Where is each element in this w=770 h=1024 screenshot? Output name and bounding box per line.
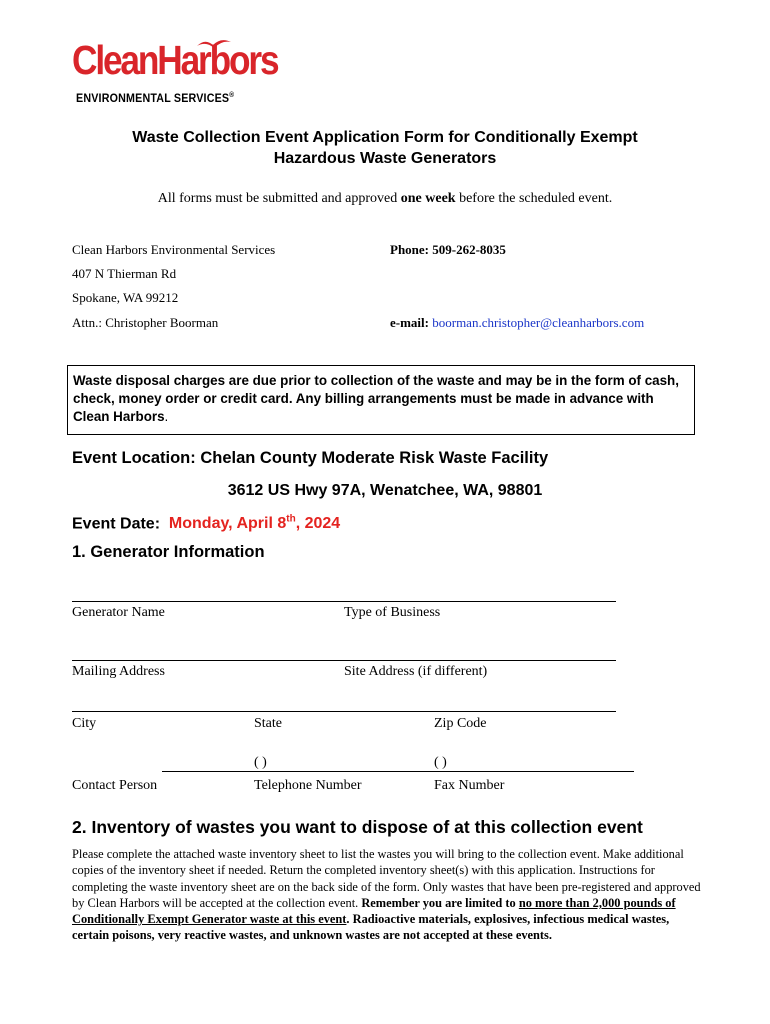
city-state-zip: Spokane, WA 99212: [72, 290, 179, 305]
contact-person-label: Contact Person: [72, 778, 158, 793]
company-name: Clean Harbors Environmental Services: [72, 242, 276, 257]
submission-notice: All forms must be submitted and approved one week before the scheduled event.: [157, 191, 613, 206]
contact-line[interactable]: [162, 771, 634, 772]
section-2-heading: 2. Inventory of wastes you want to dispose of at this collection event: [72, 817, 643, 837]
address-line[interactable]: [72, 660, 616, 661]
form-title: [0, 127, 770, 169]
generator-name-line[interactable]: [72, 601, 616, 602]
section-1-heading: 1. Generator Information: [72, 543, 265, 561]
telephone-label: Telephone Number: [254, 778, 362, 793]
attention-line: Attn.: Christopher Boorman: [72, 315, 219, 330]
state-label: State: [254, 716, 282, 731]
site-address-label: Site Address (if different): [344, 664, 488, 679]
event-location: Event Location: Chelan County Moderate Risk Waste Facility: [72, 449, 549, 467]
email-link[interactable]: boorman.christopher@cleanharbors.com: [432, 315, 645, 330]
title-line-2: Hazardous Waste Generators: [273, 150, 497, 167]
event-date-value: Monday, April 8th, 2024: [168, 514, 341, 533]
email-line: [390, 315, 644, 331]
fax-label: Fax Number: [434, 778, 505, 793]
phone-number: Phone: 509-262-8035: [390, 242, 506, 257]
payment-notice-text: Waste disposal charges are due prior to collection of the waste and may be in the form of cash, check, money order or credit card. Any billing arrangements must be made in advance with Clean Harbors: [73, 373, 679, 424]
city-label: City: [72, 716, 97, 731]
event-date-label: Event Date:: [72, 515, 161, 533]
generator-name-label: Generator Name: [72, 605, 165, 620]
city-state-zip-line[interactable]: [72, 711, 616, 712]
title-line-1: Waste Collection Event Application Form for Conditionally Exempt: [132, 129, 638, 146]
email-label: e-mail:: [390, 315, 429, 330]
street-address: 407 N Thierman Rd: [72, 266, 177, 281]
fax-area-code: ( ): [434, 755, 447, 770]
logo-wordmark: CleanHarbors: [72, 37, 278, 83]
event-date: [72, 514, 340, 533]
mailing-address-label: Mailing Address: [72, 664, 165, 679]
logo-tagline: ENVIRONMENTAL SERVICES®: [76, 92, 235, 105]
inventory-instructions: Please complete the attached waste inventory sheet to list the wastes you will bring to the collection event. Make additional copies of the inventory sheet if needed. Return the completed inventory sheet(s) with this application. Instructions for completing the waste inventory sheet are on the back side of the form. Only wastes that have been pre-registered and approved by Clean Harbors will be accepted at the collection event. Remember you are limited to no more than 2,000 pounds of Conditionally Exempt Generator waste at this event. Radioactive materials, explosives, infectious medical wastes, certain poisons, very reactive wastes, and unknown wastes are not accepted at these events.: [72, 847, 701, 943]
event-address: 3612 US Hwy 97A, Wenatchee, WA, 98801: [227, 482, 543, 499]
payment-notice-box: Waste disposal charges are due prior to collection of the waste and may be in the form of cash, check, money order or credit card. Any billing arrangements must be made in advance with Clean Harbors.: [67, 365, 695, 435]
seagull-icon: [196, 36, 232, 50]
inventory-instructions-text: Please complete the attached waste inventory sheet to list the wastes you will bring to the collection event. Make additional copies of the inventory sheet if needed. Return the completed inventory sheet(s) with this application. Instructions for completing the waste inventory sheet are on the back side of the form. Only wastes that have been pre-registered and approved by Clean Harbors will be accepted at the collection event.: [72, 847, 701, 910]
zip-code-label: Zip Code: [434, 716, 487, 731]
phone-area-code: ( ): [254, 755, 267, 770]
type-of-business-label: Type of Business: [344, 605, 441, 620]
